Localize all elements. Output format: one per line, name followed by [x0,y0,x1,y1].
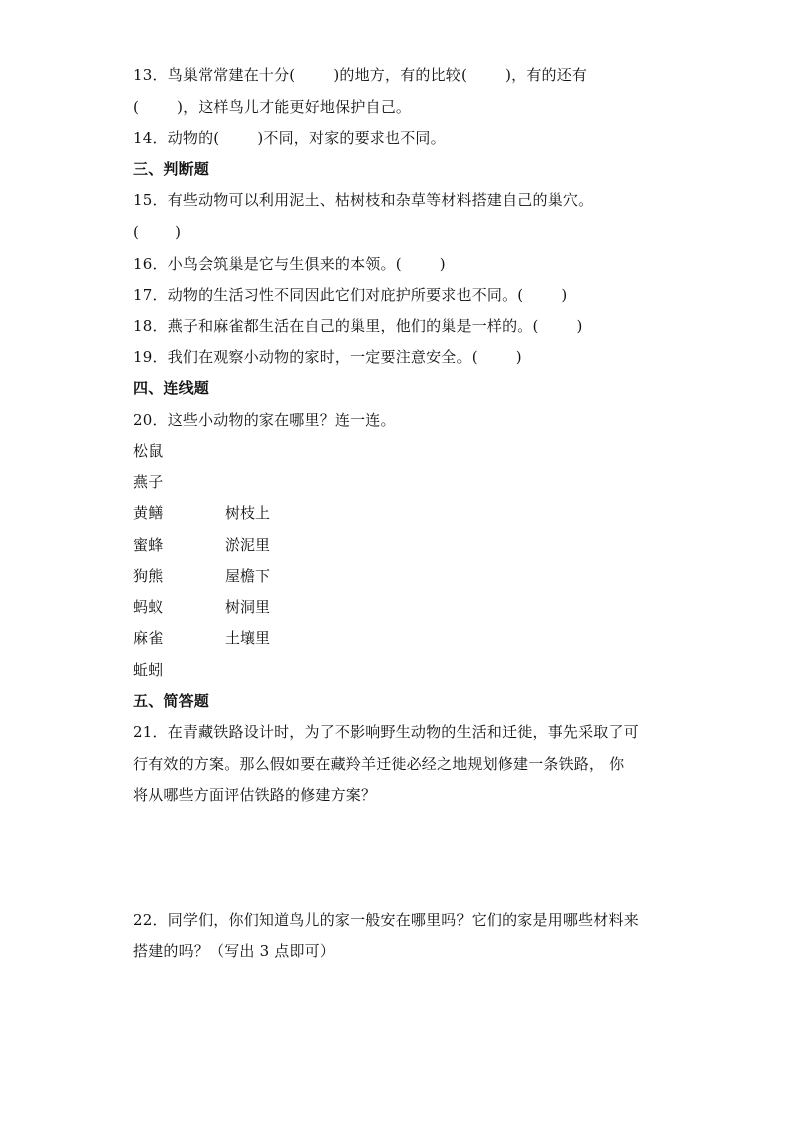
question-21-line-1 [133,722,639,742]
question-15-number: 15． [133,191,168,209]
question-16-paren-close: ) [439,255,446,273]
question-18-paren-close: ) [576,317,583,335]
home-item[interactable]: 树洞里 [225,598,271,616]
question-17-paren-close: ) [561,286,568,304]
question-13-text-d: ( [133,98,140,116]
question-16-number: 16． [133,255,168,273]
section-3-heading: 三、判断题 [133,160,210,178]
home-item[interactable]: 土壤里 [225,629,271,647]
animal-item[interactable]: 蜜蜂 [133,536,164,554]
question-17-text: 动物的生活习性不同因此它们对庇护所要求也不同。( [167,286,524,304]
question-21-line-2: 行有效的方案。那么假如要在藏羚羊迁徙必经之地规划修建一条铁路， 你 [133,755,625,773]
question-13-text-b: )的地方，有的比较( [333,66,468,84]
question-13-line-1 [133,65,587,85]
animal-item[interactable]: 燕子 [133,473,164,491]
question-13-text-c: )，有的还有 [505,66,588,84]
question-13-text-a: 鸟巢常常建在十分( [167,66,296,84]
question-22-number: 22． [133,911,168,929]
animal-item[interactable]: 狗熊 [133,567,164,585]
question-21-text-1: 在青藏铁路设计时，为了不影响野生动物的生活和迁徙，事先采取了可 [167,723,639,741]
question-17 [133,285,567,305]
question-18 [133,316,583,336]
question-15-paren-close: ) [175,223,182,241]
home-item[interactable]: 树枝上 [225,504,271,522]
question-18-text: 燕子和麻雀都生活在自己的巢里，他们的巢是一样的。( [167,317,539,335]
question-14 [133,128,446,148]
question-21-line-3: 将从哪些方面评估铁路的修建方案？ [133,786,377,804]
question-18-number: 18． [133,317,168,335]
question-21-number: 21． [133,723,168,741]
question-19-number: 19． [133,348,168,366]
section-5-heading: 五、简答题 [133,692,210,710]
question-22-text-1: 同学们，你们知道鸟儿的家一般安在哪里吗？它们的家是用哪些材料来 [167,911,639,929]
question-15-text: 有些动物可以利用泥土、枯树枝和杂草等材料搭建自己的巢穴。 [167,191,594,209]
question-19-text: 我们在观察小动物的家时，一定要注意安全。( [167,348,478,366]
question-20 [133,410,396,430]
question-15-answer[interactable] [133,222,181,242]
question-14-text-b: )不同，对家的要求也不同。 [257,129,446,147]
question-20-text: 这些小动物的家在哪里？连一连。 [167,411,396,429]
question-19 [133,347,522,367]
animal-item[interactable]: 黄鳝 [133,504,164,522]
home-item[interactable]: 屋檐下 [225,567,271,585]
question-14-text-a: 动物的( [167,129,220,147]
question-16-text: 小鸟会筑巢是它与生俱来的本领。( [167,255,402,273]
question-13-line-2 [133,97,411,117]
question-13-text-e: )，这样鸟儿才能更好地保护自己。 [177,98,412,116]
animal-item[interactable]: 蚯蚓 [133,661,164,679]
home-item[interactable]: 淤泥里 [225,536,271,554]
question-22-line-1 [133,910,639,930]
question-13-number: 13． [133,66,168,84]
section-4-heading: 四、连线题 [133,379,210,397]
question-16 [133,254,446,274]
question-14-number: 14． [133,129,168,147]
animal-item[interactable]: 麻雀 [133,629,164,647]
question-22-line-2: 搭建的吗？（写出 3 点即可） [133,942,336,960]
question-15-paren-open: ( [133,223,140,241]
animal-item[interactable]: 蚂蚁 [133,598,164,616]
animal-item[interactable]: 松鼠 [133,442,164,460]
question-15 [133,190,593,210]
question-17-number: 17． [133,286,168,304]
question-20-number: 20． [133,411,168,429]
question-19-paren-close: ) [515,348,522,366]
